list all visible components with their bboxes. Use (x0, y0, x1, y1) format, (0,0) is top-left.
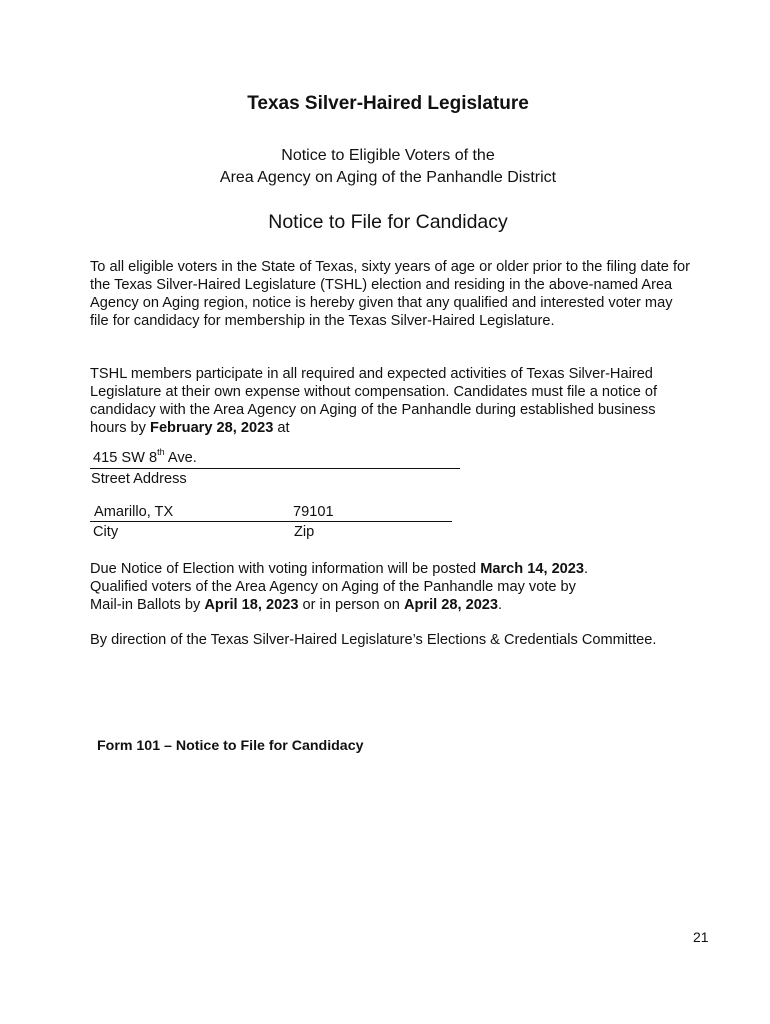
street-address-label: Street Address (91, 471, 187, 487)
street-suffix: Ave. (164, 450, 197, 466)
election-text-6: . (498, 597, 503, 613)
election-text-2: . (584, 561, 589, 577)
participation-text: TSHL members participate in all required and expected activities of Texas Silver-Haired Legislature at their own expense without compensation. Candidates must file a notice of candidacy with the Area Agency on Aging of the Panhandle during established business hours by (90, 366, 658, 436)
city-value: Amarillo, TX (94, 504, 174, 520)
document-subtitle (0, 145, 770, 189)
election-notice-paragraph (90, 560, 690, 614)
city-label: City (93, 524, 119, 540)
participation-suffix: at (273, 420, 290, 436)
street-address-value (93, 447, 197, 466)
eligibility-paragraph: To all eligible voters in the State of Texas, sixty years of age or older prior to the filing date for the Texas Silver-Haired Legislature (TSHL) election and residing in the above-named Area Agency on Aging region, notice is hereby given that any qualified and interested voter may file for candidacy for membership in the Texas Silver-Haired Legislature. (90, 259, 691, 329)
committee-direction-paragraph: By direction of the Texas Silver-Haired Legislature’s Elections & Credentials Committee. (90, 632, 657, 648)
participation-paragraph (90, 365, 690, 437)
election-text-3: Qualified voters of the Area Agency on Aging of the Panhandle may vote by (90, 579, 576, 595)
election-text-1: Due Notice of Election with voting information will be posted (90, 561, 481, 577)
zip-label: Zip (294, 524, 315, 540)
notice-posting-date: March 14, 2023 (480, 561, 585, 577)
election-text-4: Mail-in Ballots by (90, 597, 205, 613)
filing-deadline: February 28, 2023 (150, 420, 274, 436)
subtitle-line-2: Area Agency on Aging of the Panhandle District (219, 169, 557, 186)
subtitle-line-1: Notice to Eligible Voters of the (281, 147, 495, 164)
mail-in-ballot-date: April 18, 2023 (204, 597, 299, 613)
page-number: 21 (693, 929, 709, 945)
street-address-line (90, 468, 460, 469)
zip-value: 79101 (293, 504, 334, 520)
election-text-5: or in person on (298, 597, 404, 613)
in-person-vote-date: April 28, 2023 (403, 597, 499, 613)
street-ordinal-suffix: th (157, 447, 165, 458)
street-number-name: 415 SW 8 (93, 450, 158, 466)
notice-title: Notice to File for Candidacy (268, 211, 508, 233)
document-title: Texas Silver-Haired Legislature (247, 93, 529, 114)
city-zip-line (90, 521, 452, 522)
form-label: Form 101 – Notice to File for Candidacy (97, 738, 364, 754)
